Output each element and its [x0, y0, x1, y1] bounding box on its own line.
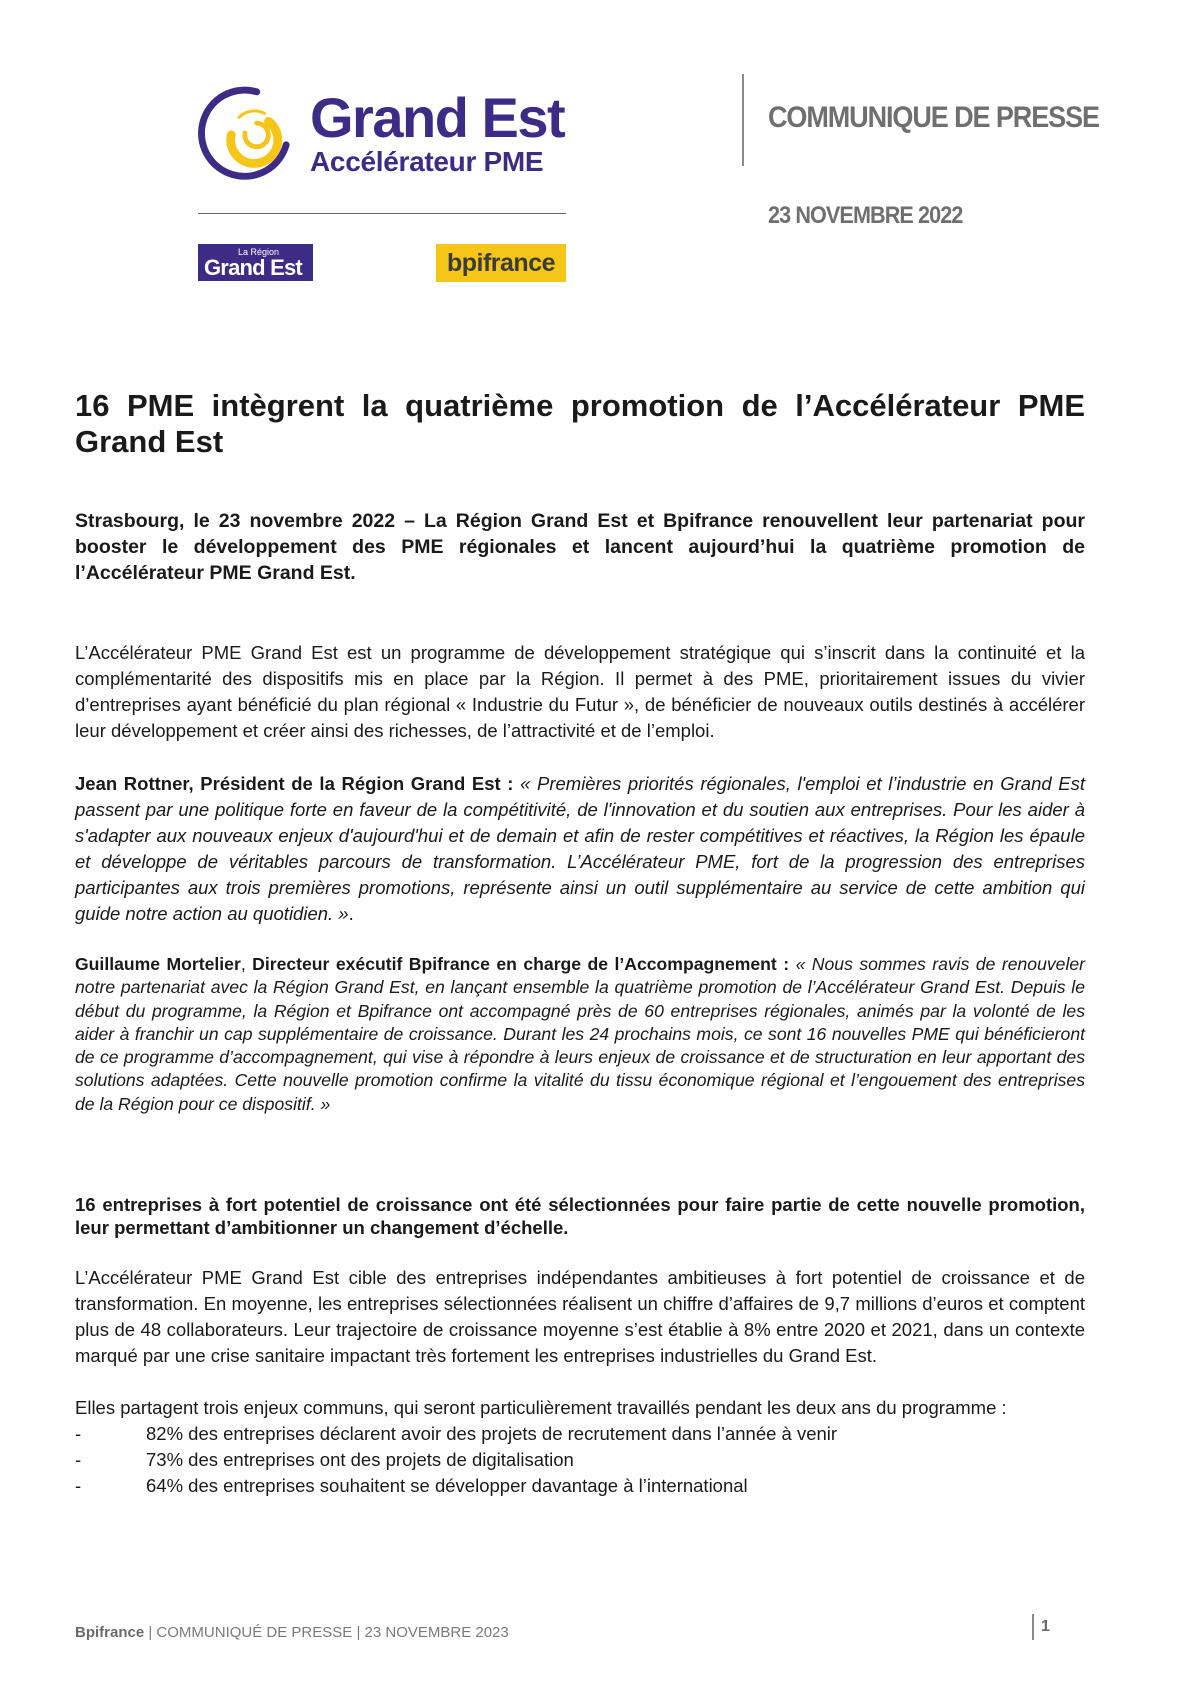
list-item-text: 82% des entreprises déclarent avoir des projets de recrutement dans l’année à venir [146, 1423, 838, 1444]
list-dash: - [75, 1449, 82, 1470]
region-grand-est-logo [198, 244, 313, 281]
target-paragraph: L’Accélérateur PME Grand Est cible des entreprises indépendantes ambitieuses à fort potentiel de croissance et de transformation. En moyenne, les entreprises sélectionnées réalisent un chiffre d’affaires de 9,7 millions d’euros et comptent plus de 48 collaborateurs. Leur trajectoire de croissance moyenne s’est établie à 8% entre 2020 et 2021, dans un contexte marqué par une crise sanitaire impactant très fortement les entreprises industrielles du Grand Est. [75, 1267, 1085, 1366]
region-logo-big-text: Grand Est [204, 255, 302, 280]
press-release-label: COMMUNIQUE DE PRESSE [768, 101, 1099, 134]
list-item-text: 64% des entreprises souhaitent se développer davantage à l’international [146, 1475, 748, 1496]
quote-speaker-name: Guillaume Mortelier [75, 954, 241, 974]
header-divider [742, 74, 744, 166]
list-item-text: 73% des entreprises ont des projets de digitalisation [146, 1449, 574, 1470]
quote-text: « Premières priorités régionales, l'emploi et l’industrie en Grand Est passent par une politique forte en faveur de la compétitivité, de l'innovation et du soutien aux entreprises. Pour les aider à s'adapter aux nouveaux enjeux d'aujourd'hui et de demain et afin de rester compétitives et réactives, la Région les épaule et développe de véritables parcours de transformation. L’Accélérateur PME, fort de la progression des entreprises participantes aux trois premières promotions, représente ainsi un outil supplémentaire au service de cette ambition qui guide notre action au quotidien. » [75, 773, 1085, 924]
press-release-date: 23 NOVEMBRE 2022 [768, 202, 963, 229]
grand-est-logo-swirl-icon [196, 84, 294, 182]
page-number: 1 [1041, 1618, 1050, 1635]
lead-paragraph: Strasbourg, le 23 novembre 2022 – La Région Grand Est et Bpifrance renouvellent leur partenariat pour booster le développement des PME régionales et lancent aujourd’hui la quatrième promotion de l’Accélérateur PME Grand Est. [75, 510, 1085, 584]
list-dash: - [75, 1475, 82, 1496]
quote-speaker: Jean Rottner, Président de la Région Grand Est : [75, 773, 514, 794]
quote-rottner [75, 771, 1085, 927]
quote-speaker-role: Directeur exécutif Bpifrance en charge de l’Accompagnement : [252, 954, 790, 974]
region-logo-small-text: La Région [238, 247, 280, 257]
section-heading: 16 entreprises à fort potentiel de croissance ont été sélectionnées pour faire partie de cette nouvelle promotion, leur permettant d’ambitionner un changement d’échelle. [75, 1194, 1085, 1238]
footer-brand: Bpifrance [75, 1624, 145, 1641]
bpifrance-logo: bpifrance [436, 244, 566, 282]
quote-speaker-separator: , [240, 954, 246, 974]
quote-text: « Nous sommes ravis de renouveler notre partenariat avec la Région Grand Est, en lançant ensemble la quatrième promotion de l’Accélérateur Grand Est. Depuis le début du programme, la Région et Bpifrance ont accompagné près de 60 entreprises régionales, animés par la volonté de les aider à franchir un cap supplémentaire de croissance. Durant les 24 prochains mois, ce sont 16 nouvelles PME qui bénéficieront de ce programme d’accompagnement, qui vise à répondre à leurs enjeux de croissance et de structuration en leur apportant des solutions adaptées. Cette nouvelle promotion confirme la vitalité du tissu économique régional et l’engouement des entreprises de la Région pour ce dispositif. » [75, 954, 1085, 1114]
logo-subtitle: Accélérateur PME [310, 146, 544, 177]
quote-end: . [348, 903, 354, 924]
challenges-intro: Elles partagent trois enjeux communs, qui seront particulièrement travaillés pendant les deux ans du programme : [75, 1397, 1007, 1418]
page-footer [75, 1624, 509, 1641]
list-dash: - [75, 1423, 82, 1444]
page-title: 16 PME intègrent la quatrième promotion de l’Accélérateur PME Grand Est [75, 388, 1085, 459]
intro-paragraph: L’Accélérateur PME Grand Est est un programme de développement stratégique qui s’inscrit dans la continuité et la complémentarité des dispositifs mis en place par la Région. Il permet à des PME, prioritairement issues du vivier d’entreprises ayant bénéficié du plan régional « Industrie du Futur », de bénéficier de nouveaux outils destinés à accélérer leur développement et créer ainsi des richesses, de l’attractivité et de l’emploi. [75, 642, 1085, 741]
logo-divider [198, 213, 566, 214]
footer-text: | COMMUNIQUÉ DE PRESSE | 23 NOVEMBRE 2023 [144, 1624, 509, 1641]
page-number-divider [1032, 1614, 1034, 1640]
logo-title: Grand Est [310, 86, 565, 149]
quote-mortelier [75, 953, 1085, 1116]
